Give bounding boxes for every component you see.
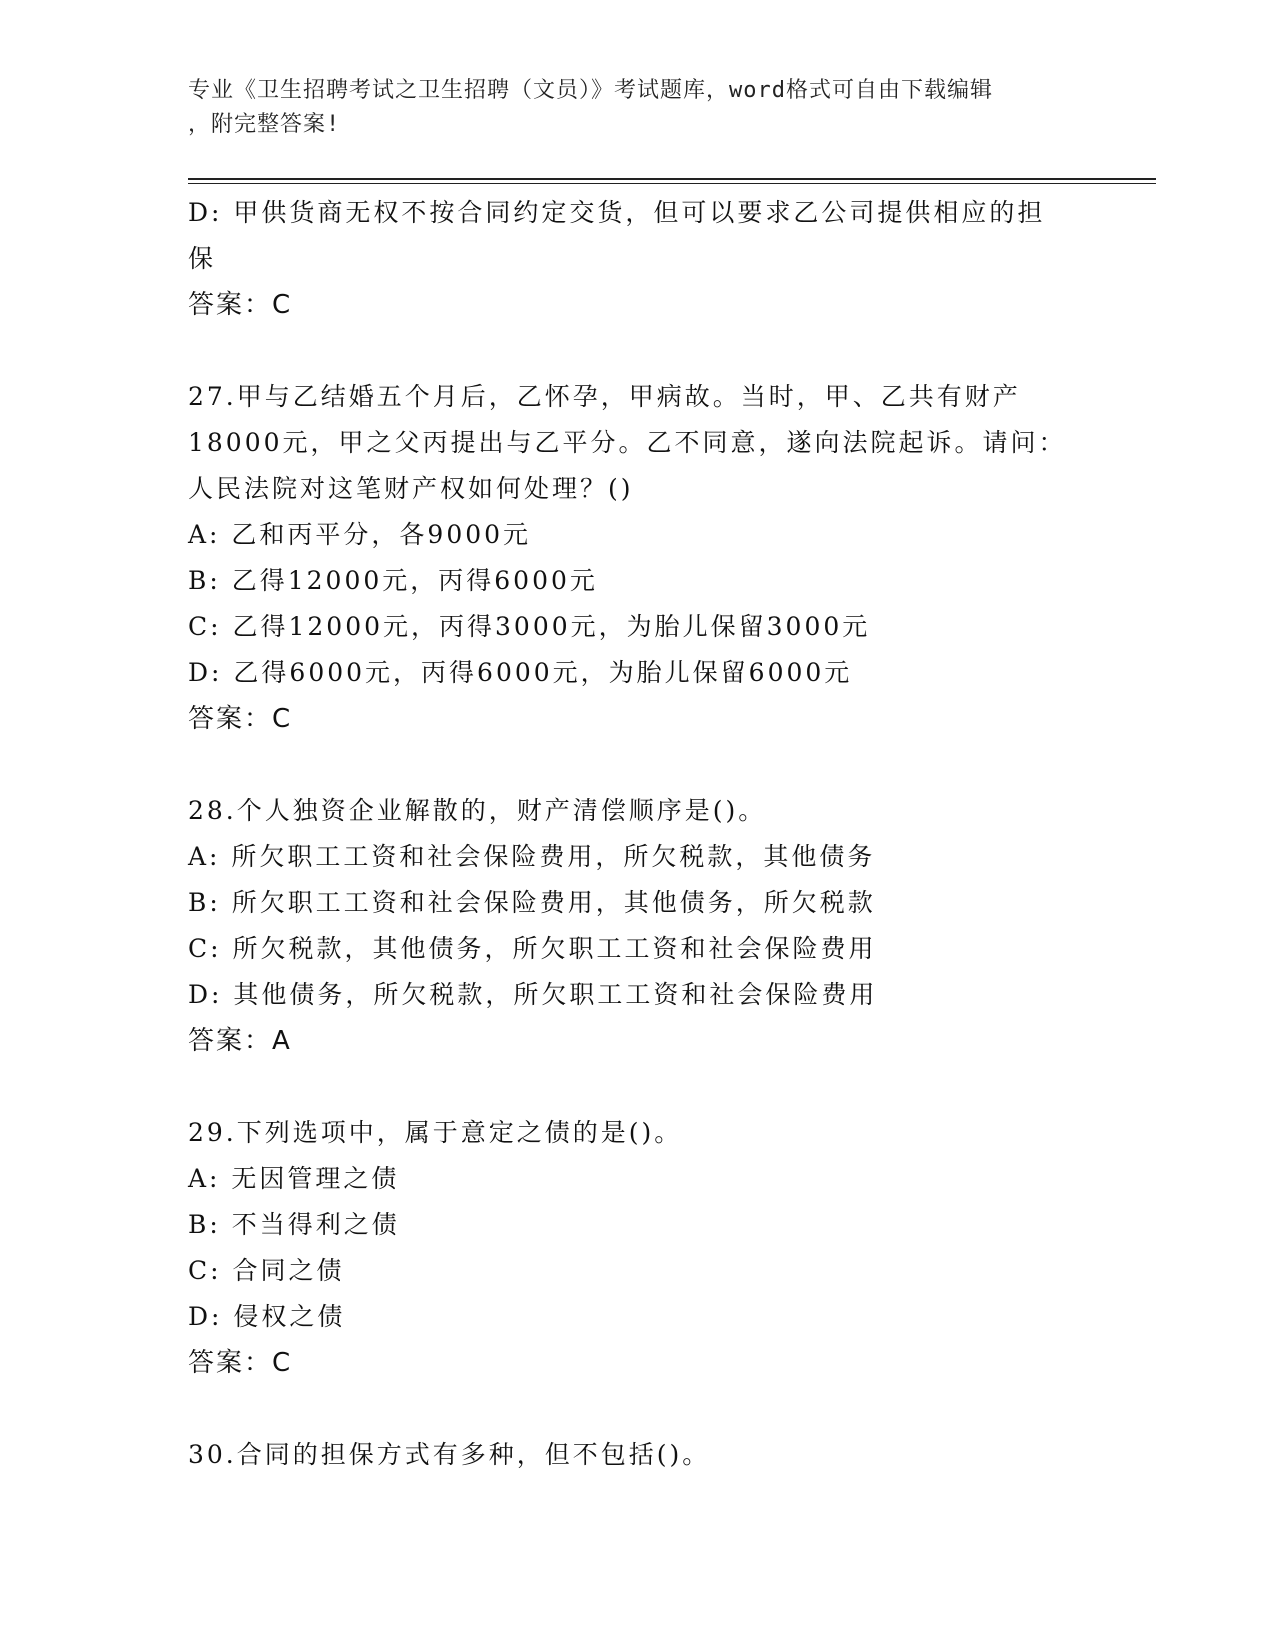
header-rule-thin	[188, 183, 1156, 184]
header-rule-thick	[188, 178, 1156, 180]
option-a: A: 无因管理之债	[188, 1164, 400, 1193]
question-stem: 30.合同的担保方式有多种，但不包括()。	[188, 1440, 711, 1469]
option-d: D: 侵权之债	[188, 1302, 346, 1331]
header-line-1: 专业《卫生招聘考试之卫生招聘（文员）》考试题库，word格式可自由下载编辑	[188, 78, 993, 103]
option-a: A: 所欠职工工资和社会保险费用，所欠税款，其他债务	[188, 842, 876, 871]
question-27	[188, 374, 1088, 742]
answer-line: 答案：A	[188, 1026, 292, 1056]
answer-line: 答案：C	[188, 704, 293, 734]
option-c: C: 乙得12000元，丙得3000元，为胎儿保留3000元	[188, 612, 871, 641]
question-28	[188, 788, 1088, 1064]
option-c: C: 合同之债	[188, 1256, 345, 1285]
document-header	[188, 74, 1088, 142]
question-stem: 29.下列选项中，属于意定之债的是()。	[188, 1118, 683, 1147]
option-d: D: 其他债务，所欠税款，所欠职工工资和社会保险费用	[188, 980, 878, 1009]
option-b: B: 所欠职工工资和社会保险费用，其他债务，所欠税款	[188, 888, 876, 917]
option-b: B: 乙得12000元，丙得6000元	[188, 566, 598, 595]
option-c: C: 所欠税款，其他债务，所欠职工工资和社会保险费用	[188, 934, 877, 963]
header-line-2: ，附完整答案!	[188, 112, 341, 137]
question-content	[188, 190, 1088, 1478]
option-d-continued: 保	[188, 244, 217, 273]
option-a: A: 乙和丙平分，各9000元	[188, 520, 532, 549]
option-b: B: 不当得利之债	[188, 1210, 400, 1239]
question-29	[188, 1110, 1088, 1386]
option-d: D: 乙得6000元，丙得6000元，为胎儿保留6000元	[188, 658, 853, 687]
question-stem: 18000元，甲之父丙提出与乙平分。乙不同意，遂向法院起诉。请问：	[188, 428, 1067, 457]
answer-line: 答案：C	[188, 290, 293, 320]
option-d: D: 甲供货商无权不按合同约定交货，但可以要求乙公司提供相应的担	[188, 198, 1046, 227]
question-stem: 27.甲与乙结婚五个月后，乙怀孕，甲病故。当时，甲、乙共有财产	[188, 382, 1021, 411]
answer-line: 答案：C	[188, 1348, 293, 1378]
question-stem: 人民法院对这笔财产权如何处理？()	[188, 474, 634, 503]
question-30	[188, 1432, 1088, 1478]
question-stem: 28.个人独资企业解散的，财产清偿顺序是()。	[188, 796, 767, 825]
